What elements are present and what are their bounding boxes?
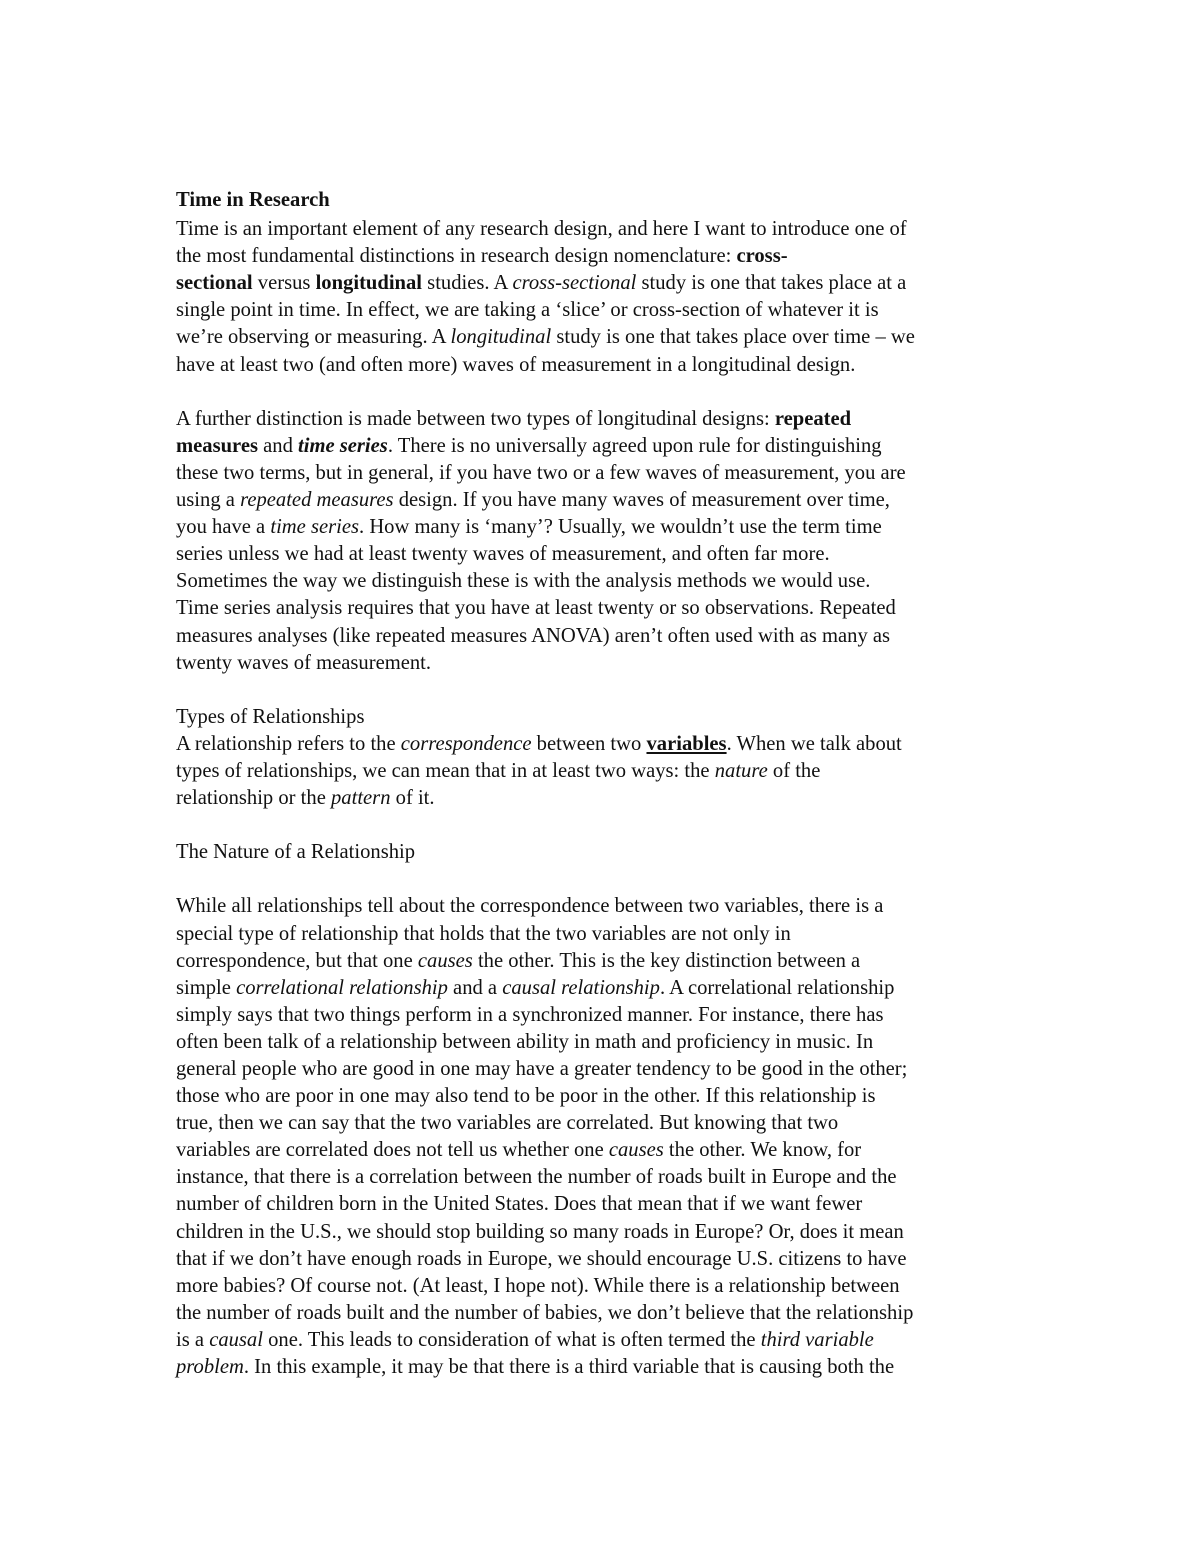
text-line [176,324,1036,351]
text-run: those who are poor in one may also tend to be poor in the other. If this relationship is [176,1085,876,1108]
text-line [176,1354,1036,1381]
text-line [176,406,1036,433]
text-run: one. This leads to consideration of what is often termed the [262,1328,761,1351]
text-run: and [257,434,299,457]
text-line [176,1191,1036,1218]
text-line [176,758,1036,785]
text-line [176,1164,1036,1191]
text-line [176,1110,1036,1137]
text-line [176,1219,1036,1246]
heading-text: Types of Relationships [176,705,365,728]
text-run: twenty waves of measurement. [176,651,432,674]
text-run: . In this example, it may be that there is a third variable that is causing both the [243,1356,895,1379]
text-run: between two [531,732,647,755]
text-line [176,568,1036,595]
title-text: Time in Research [176,189,330,211]
text-run: the number of roads built and the number of babies, we don’t believe that the relationship [176,1301,914,1324]
text-run: have at least two (and often more) waves of measurement in a longitudinal design. [176,353,856,376]
variables-link[interactable]: variables [646,732,727,755]
text-run: more babies? Of course not. (At least, I hope not). While there is a relationship between [176,1274,900,1297]
paragraph-spacer [176,677,1036,704]
text-run: measures analyses (like repeated measures ANOVA) aren’t often used with as many as [176,624,891,647]
heading-text: The Nature of a Relationship [176,841,416,864]
text-run: simple [176,976,237,999]
text-run: of it. [390,787,435,810]
text-run: the other. This is the key distinction between a [472,949,861,972]
text-line [176,352,1036,379]
text-line [176,785,1036,812]
text-run: using a [176,489,241,512]
text-run: study is one that takes place over time – we [551,326,915,349]
text-line [176,731,1036,758]
text-line [176,921,1036,948]
text-run: Time is an important element of any research design, and here I want to introduce one of [176,218,907,241]
text-line [176,1327,1036,1354]
text-run: true, then we can say that the two variables are correlated. But knowing that two [176,1112,839,1135]
text-line [176,1273,1036,1300]
text-run: study is one that takes place at a [636,272,907,295]
text-run: versus [252,272,316,295]
italic-term: correspondence [400,732,532,755]
text-run: children in the U.S., we should stop building so many roads in Europe? Or, does it mean [176,1220,904,1243]
text-line [176,1083,1036,1110]
text-line [176,1300,1036,1327]
paragraph-time-in-research [176,216,1036,379]
text-line [176,650,1036,677]
italic-term: third variable [760,1328,874,1351]
text-line [176,487,1036,514]
italic-term: longitudinal [450,326,552,349]
text-line [176,893,1036,920]
text-run: Time series analysis requires that you have at least twenty or so observations. Repeated [176,597,896,620]
document-body [176,187,1036,1381]
italic-term: problem [176,1356,244,1379]
text-run: . A correlational relationship [659,976,895,999]
italic-term: pattern [331,787,391,810]
text-run: general people who are good in one may have a greater tendency to be good in the other; [176,1058,908,1080]
text-run: these two terms, but in general, if you have two or a few waves of measurement, you are [176,461,906,484]
text-run: the other. We know, for [663,1139,862,1162]
text-run: A further distinction is made between two types of longitudinal designs: [176,407,775,430]
italic-term: cross-sectional [512,272,637,295]
text-line [176,1246,1036,1273]
italic-term: time series [270,516,360,539]
text-line [176,975,1036,1002]
italic-term: repeated measures [240,489,394,512]
section-nature-of-relationship [176,839,1036,1381]
bold-term-cross-sectional: cross- [736,245,788,268]
text-line [176,1137,1036,1164]
text-run: often been talk of a relationship between ability in math and proficiency in music. In [176,1030,874,1053]
bold-italic-term-time-series: time series [298,434,388,457]
italic-term: causal relationship [502,976,660,999]
text-line [176,243,1036,270]
text-line [176,297,1036,324]
text-run: design. If you have many waves of measurement over time, [393,489,890,512]
bold-term-cross-sectional: sectional [176,272,253,295]
text-line [176,623,1036,650]
text-run: . There is no universally agreed upon rule for distinguishing [387,434,882,457]
text-line [176,216,1036,243]
section-types-of-relationships [176,704,1036,812]
section-heading [176,839,1036,866]
text-run: types of relationships, we can mean that in at least two ways: the [176,759,715,782]
italic-term: nature [714,759,768,782]
text-run: we’re observing or measuring. A [176,326,451,349]
italic-term: correlational relationship [236,976,448,999]
italic-term: causes [608,1139,664,1162]
text-line [176,270,1036,297]
text-run: is a [176,1328,210,1351]
bold-term-longitudinal: longitudinal [315,272,423,295]
text-line [176,1056,1036,1083]
text-run: . When we talk about [726,732,902,755]
document-title [176,187,1036,214]
text-run: you have a [176,516,271,539]
italic-term: causal [209,1328,263,1351]
text-line [176,595,1036,622]
text-line [176,433,1036,460]
text-run: and a [447,976,503,999]
section-heading [176,704,1036,731]
text-run: the most fundamental distinctions in research design nomenclature: [176,245,737,268]
bold-term-repeated-measures: repeated [774,407,852,430]
text-run: simply says that two things perform in a synchronized manner. For instance, there has [176,1003,884,1026]
text-run: While all relationships tell about the correspondence between two variables, there is a [176,895,884,918]
paragraph-longitudinal-designs [176,406,1036,677]
text-run: relationship or the [176,787,331,810]
paragraph-spacer [176,812,1036,839]
paragraph-spacer [176,379,1036,406]
text-run: correspondence, but that one [176,949,418,972]
text-line [176,541,1036,568]
text-run: instance, that there is a correlation between the number of roads built in Europe and the [176,1166,897,1189]
text-line [176,460,1036,487]
text-run: that if we don’t have enough roads in Europe, we should encourage U.S. citizens to have [176,1247,907,1270]
text-run: A relationship refers to the [176,732,401,755]
text-run: series unless we had at least twenty waves of measurement, and often far more. [176,543,830,566]
text-line [176,948,1036,975]
text-run: single point in time. In effect, we are taking a ‘slice’ or cross-section of whatever it is [176,299,879,322]
text-run: number of children born in the United States. Does that mean that if we want fewer [176,1193,863,1216]
text-run: variables are correlated does not tell us whether one [176,1139,609,1162]
text-line [176,1002,1036,1029]
text-run: studies. A [422,272,513,295]
text-line [176,514,1036,541]
text-run: of the [767,759,821,782]
bold-term-repeated-measures: measures [176,434,258,457]
text-run: special type of relationship that holds that the two variables are not only in [176,922,791,945]
text-run: . How many is ‘many’? Usually, we wouldn’t use the term time [359,516,882,539]
paragraph-spacer [176,866,1036,893]
text-line [176,1029,1036,1056]
text-run: Sometimes the way we distinguish these is with the analysis methods we would use. [176,570,871,593]
italic-term: causes [417,949,473,972]
